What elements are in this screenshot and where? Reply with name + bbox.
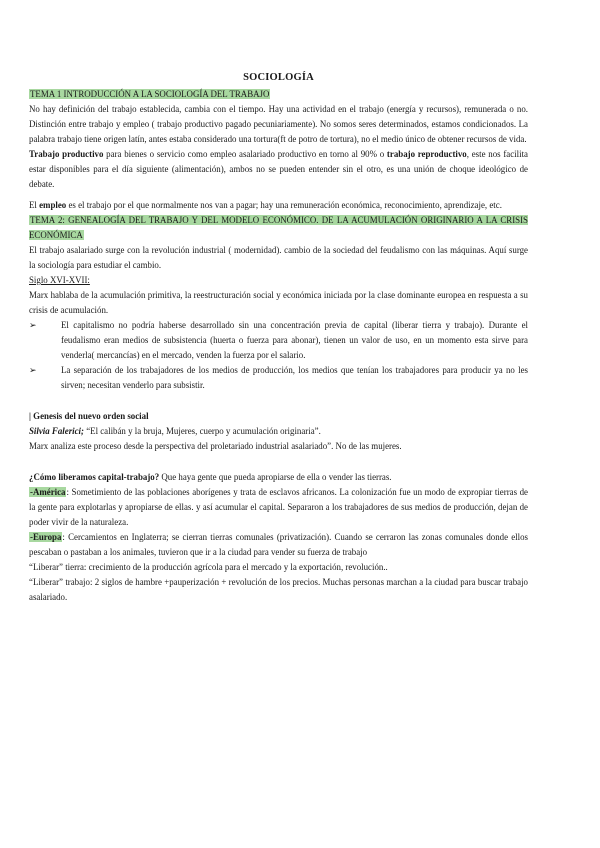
author-name: Silvia Falerici; [29,426,84,436]
genesis-heading-line [29,409,528,424]
paragraph-text: : Cercamientos en Inglaterra; se cierran tierras comunales (privatización). Cuando se cerraron las zonas comunales donde ellos pescaban o pastaban a los animales, tuvieron que ir a la ciudad para vender su fuerza de trabajo [29,532,528,557]
paragraph-text: para bienes o servicio como empleo asalariado productivo en torno al 90% o [103,149,387,159]
label-america: -América [30,487,66,497]
siglo-line [29,273,528,288]
tema2-heading-line [29,213,528,243]
paragraph-liberar-trabajo: “Liberar” trabajo: 2 siglos de hambre +pauperización + revolución de los precios. Muchas personas marchan a la ciudad para buscar trabajo asalariado. [29,577,528,602]
tema2-heading: TEMA 2: GENEALOGÍA DEL TRABAJO Y DEL MODELO ECONÓMICO. DE LA ACUMULACIÓN ORIGINARIO A LA CRISIS ECONÓMICA [29,215,528,240]
term-empleo: empleo [39,200,67,210]
paragraph-empleo [29,198,528,213]
arrow-bullet-icon: ➢ [29,320,37,330]
paragraph-text: es el trabajo por el que normalmente nos van a pagar; hay una remuneración económica, reconocimiento, aprendizaje, etc. [66,200,502,210]
genesis-heading: | Genesis del nuevo orden social [29,411,149,421]
bullet-text: El capitalismo no podría haberse desarrollado sin una concentración previa de capital (liberar tierra y trabajo). Durante el feudalismo eran medios de subsistencia (huerta o fuerza para abonar), tienen un valor de uso, en un momento esta sirve para venderla( mercancías) en el mercado, venden la fuerza por el salario. [61,320,528,360]
label-europa: -Europa [30,532,62,542]
question-bold: ¿Cómo liberamos capital-trabajo? [29,472,160,482]
paragraph-text: , este nos facilita estar disponibles para el día siguiente (alimentación), ambos no se pueden entender sin el otro, es una unión de choque ideológico de debate. [29,149,528,189]
paragraph-america [29,485,528,530]
paragraph-question [29,470,528,485]
paragraph-asalariado: El trabajo asalariado surge con la revolución industrial ( modernidad). cambio de la sociedad del feudalismo con las máquinas. Aquí surge la sociología para estudiar el cambio. [29,245,528,270]
tema1-heading-line [29,87,528,102]
term-trabajo-reproductivo: trabajo reproductivo [386,149,467,159]
tema1-heading: TEMA 1 INTRODUCCIÓN A LA SOCIOLOGÍA DEL TRABAJO [30,89,270,99]
arrow-bullet-icon: ➢ [29,365,37,375]
bullet-item-separacion [29,363,528,393]
paragraph-marx: Marx hablaba de la acumulación primitiva, la reestructuración social y económica iniciada por la clase dominante europea en respuesta a su crisis de acumulación. [29,290,528,315]
bullet-text: La separación de los trabajadores de los medios de producción, los medios que tenían los trabajadores para producir ya no les sirven; necesitan venderlo para subsistir. [61,365,528,390]
paragraph-definition: No hay definición del trabajo establecida, cambia con el tiempo. Hay una actividad en el trabajo (energía y recursos), remunerada o no. Distinción entre trabajo y empleo ( trabajo productivo pagado pecuniariamente). No somos seres determinados, estamos condicionados. La palabra trabajo tiene origen latín, antes estaba considerado una tortura(ft de potro de tortura), no el medio único de obtener recursos de vida. [29,104,528,144]
bullet-item-capitalismo [29,318,528,363]
term-trabajo-productivo: Trabajo productivo [29,149,104,159]
paragraph-text: El [29,200,40,210]
spacer [29,393,528,409]
paragraph-productive-work [29,147,528,192]
siglo-heading: Siglo XVI-XVII: [29,275,90,285]
document-title: SOCIOLOGÍA [243,72,314,83]
paragraph-text: Que haya gente que pueda apropiarse de ella o vender las tierras. [159,472,392,482]
paragraph-liberar-tierra: “Liberar” tierra: crecimiento de la producción agrícola para el mercado y la exportación, revolución.. [29,562,388,572]
paragraph-marx-proletariado: Marx analiza este proceso desde la perspectiva del proletariado industrial asalariado”. No de las mujeres. [29,441,402,451]
paragraph-text: : Sometimiento de las poblaciones aborígenes y trata de esclavos africanos. La colonización fue un modo de expropiar tierras de la gente para explotarlas y apropiarse de ellas. y así acumular el capital. Separaron a los trabajadores de sus medios de producción, dejan de poder vivir de la naturaleza. [29,487,528,527]
paragraph-text: “El calibán y la bruja, Mujeres, cuerpo y acumulación originaria”. [83,426,321,436]
paragraph-silvia [29,424,528,439]
paragraph-europa [29,530,528,560]
spacer [29,454,528,470]
